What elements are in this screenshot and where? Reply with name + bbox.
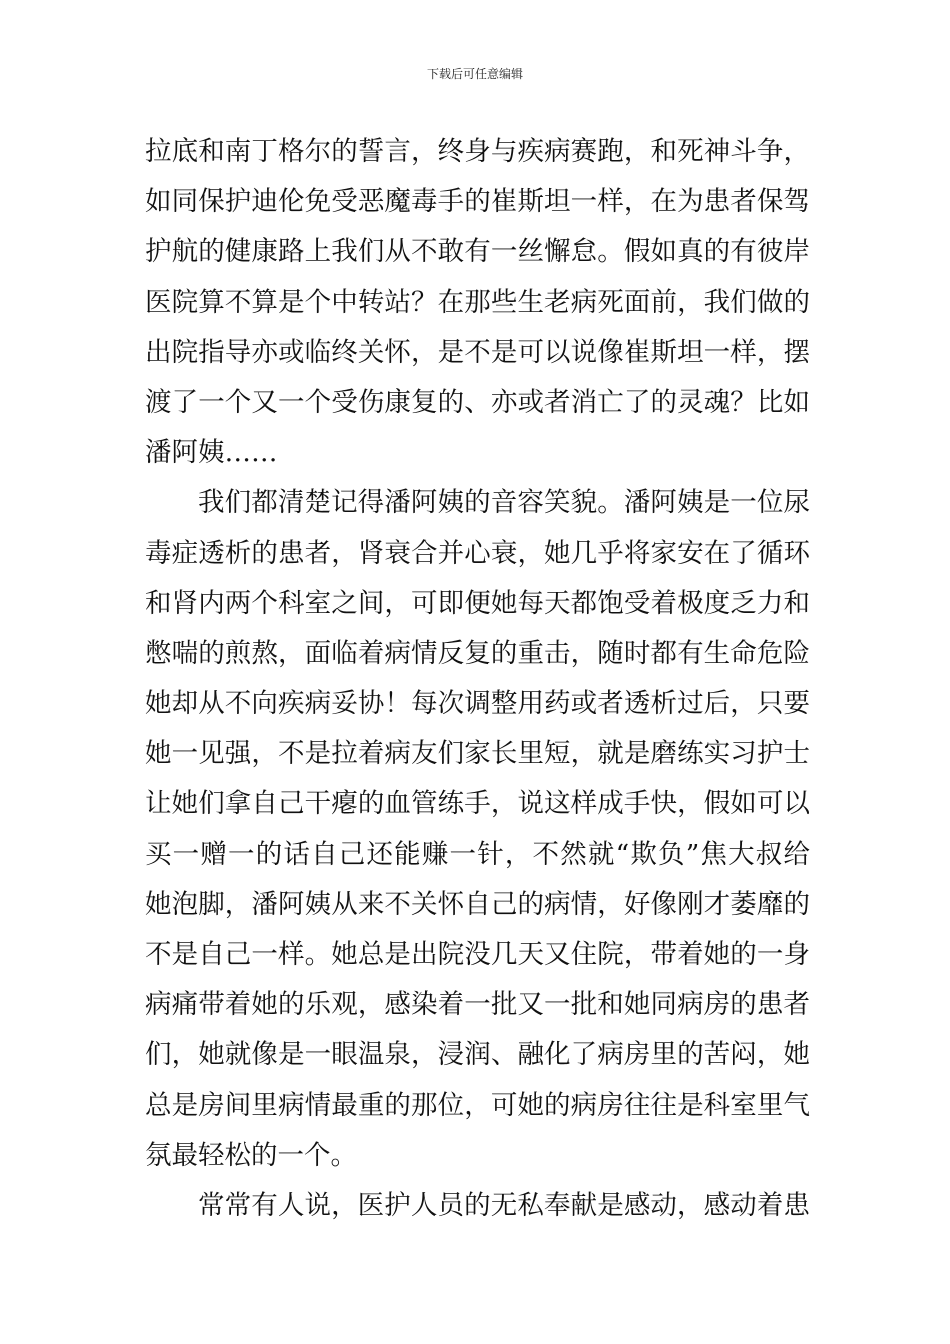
text-line: 她泡脚，潘阿姨从来不关怀自己的病情，好像刚才萎靡的 (145, 888, 810, 920)
text-line: 我们都清楚记得潘阿姨的音容笑貌。潘阿姨是一位尿 (198, 487, 810, 519)
text-line: 她却从不向疾病妥协！每次调整用药或者透析过后，只要 (145, 688, 810, 720)
text-line: 们，她就像是一眼温泉，浸润、融化了病房里的苦闷，她 (145, 1039, 810, 1071)
text-line: 让她们拿自己干瘪的血管练手，说这样成手快，假如可以 (145, 788, 810, 820)
document-body (145, 127, 810, 1231)
text-line: 医院算不算是个中转站？在那些生老病死面前，我们做的 (145, 286, 810, 318)
text-line: 出院指导亦或临终关怀，是不是可以说像崔斯坦一样，摆 (145, 336, 810, 368)
page-header: 下载后可任意编辑 (426, 67, 523, 81)
text-line: 拉底和南丁格尔的誓言，终身与疾病赛跑，和死神斗争， (145, 136, 810, 167)
text-line: 护航的健康路上我们从不敢有一丝懈怠。假如真的有彼岸 (145, 236, 810, 268)
text-line: 如同保护迪伦免受恶魔毒手的崔斯坦一样，在为患者保驾 (145, 186, 810, 218)
text-line: 毒症透析的患者，肾衰合并心衰，她几乎将家安在了循环 (145, 537, 810, 569)
text-line: 氛最轻松的一个。 (145, 1139, 357, 1171)
text-line: 憋喘的煎熬，面临着病情反复的重击，随时都有生命危险 (145, 637, 810, 669)
text-line: 病痛带着她的乐观，感染着一批又一批和她同病房的患者 (145, 989, 810, 1021)
text-line: 渡了一个又一个受伤康复的、亦或者消亡了的灵魂？比如 (145, 386, 810, 418)
text-line: 常常有人说，医护人员的无私奉献是感动，感动着患 (198, 1189, 810, 1221)
text-line: 潘阿姨…… (145, 437, 278, 469)
text-line: 和肾内两个科室之间，可即便她每天都饱受着极度乏力和 (145, 587, 810, 619)
text-line: 不是自己一样。她总是出院没几天又住院，带着她的一身 (145, 939, 810, 970)
text-line: 总是房间里病情最重的那位，可她的病房往往是科室里气 (145, 1089, 810, 1121)
text-line: 她一见强，不是拉着病友们家长里短，就是磨练实习护士 (145, 738, 810, 770)
text-line: 买一赠一的话自己还能赚一针，不然就“欺负”焦大叔给 (145, 838, 810, 870)
